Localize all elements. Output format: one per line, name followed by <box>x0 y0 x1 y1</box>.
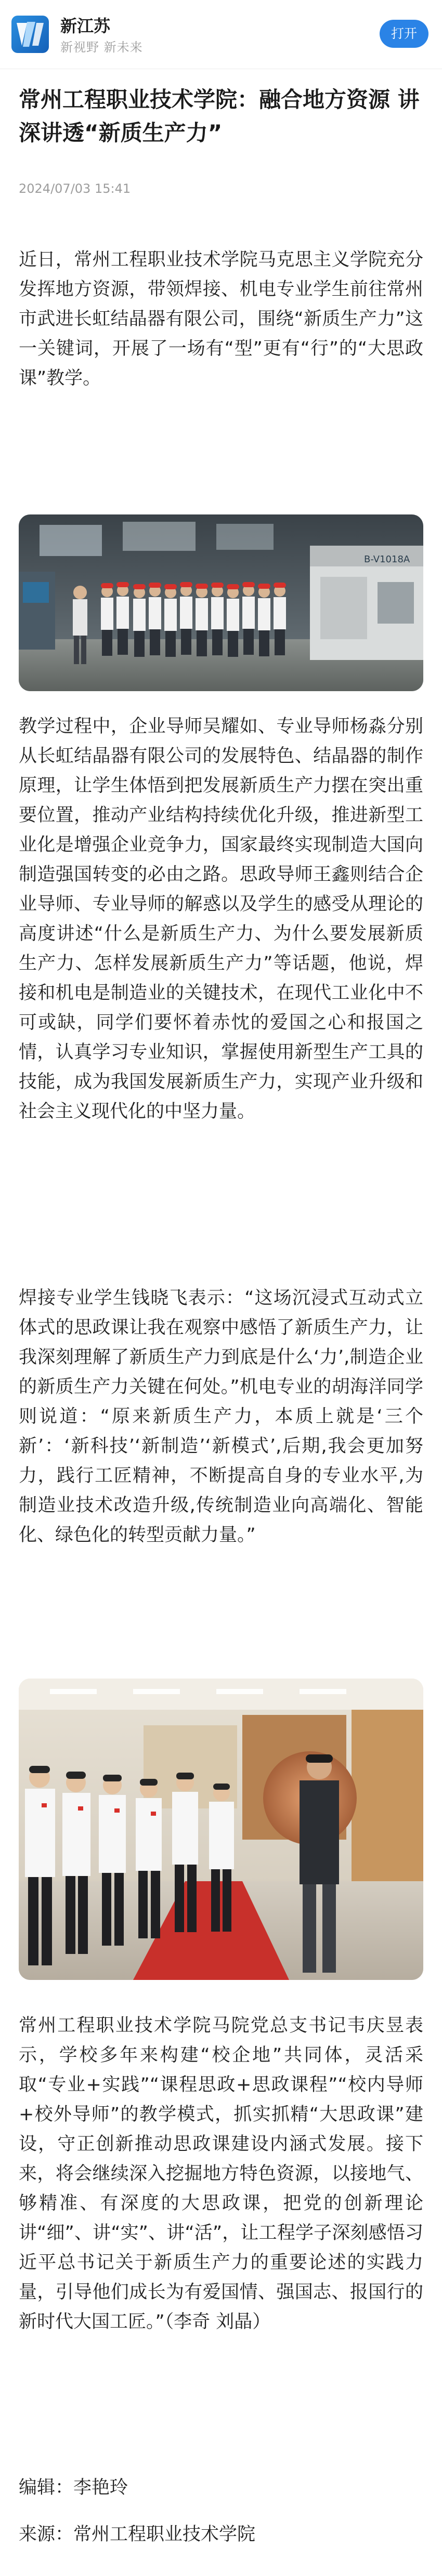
article-paragraph-1: 近日，常州工程职业技术学院马克思主义学院充分发挥地方资源，带领焊接、机电专业学生前往常州市武进长虹结晶器有限公司，围绕“新质生产力”这一关键词，开展了一场有“型”更有“行”的“大思政课”教学。 <box>19 249 423 389</box>
article-title: 常州工程职业技术学院：融合地方资源 讲深讲透“新质生产力” <box>19 87 420 146</box>
exhibition-hall-photo <box>19 1679 423 1980</box>
open-app-button[interactable]: 打开 <box>380 20 428 48</box>
source-credit: 来源：常州工程职业技术学院 <box>19 2524 256 2545</box>
article-paragraph-2: 教学过程中，企业导师吴耀如、专业导师杨淼分别从长虹结晶器有限公司的发展特色、结晶器的制作原理，让学生体悟到把发展新质生产力摆在突出重要位置，推动产业结构持续优化升级，推进新型工业化是增强企业竞争力，国家最终实现制造大国向制造强国转变的必由之路。思政导师王鑫则结合企业导师、专业导师的解惑以及学生的感受从理论的高度讲述“什么是新质生产力、为什么要发展新质生产力、怎样发展新质生产力”等话题，他说，焊接和机电是制造业的关键技术，在现代工业化中不可或缺，同学们要怀着赤忱的爱国之心和报国之情，认真学习专业知识，掌握使用新型生产工具的技能，成为我国发展新质生产力，实现产业升级和社会主义现代化的中坚力量。 <box>19 716 423 1122</box>
article-paragraph-4: 常州工程职业技术学院马院党总支书记韦庆昱表示，学校多年来构建“校企地”共同体，灵活采取“专业+实践”“课程思政+思政课程”“校内导师+校外导师”的教学模式，抓实抓精“大思政课”建设，守正创新推动思政课建设内涵式发展。接下来，将会继续深入挖掘地方特色资源，以接地气、够精准、有深度的大思政课，把党的创新理论讲“细”、讲“实”、讲“活”，让工程学子深刻感悟习近平总书记关于新质生产力的重要论述的实践力量，引导他们成长为有爱国情、强国志、报国行的新时代大国工匠。”（李奇 刘晶） <box>19 2015 423 2332</box>
app-name: 新江苏 <box>60 16 111 36</box>
app-slogan: 新视野 新未来 <box>60 40 143 55</box>
article-paragraph-3: 焊接专业学生钱晓飞表示：“这场沉浸式互动式立体式的思政课让我在观察中感悟了新质生产力，让我深刻理解了新质生产力到底是什么‘力’,制造企业的新质生产力关键在何处。”机电专业的胡海洋同学则说道：“原来新质生产力，本质上就是‘三个新’：‘新科技’‘新制造’‘新模式’,后期,我会更加努力，践行工匠精神，不断提高自身的专业水平,为制造业技术改造升级,传统制造业向高端化、智能化、绿色化的转型贡献力量。” <box>19 1288 423 1545</box>
app-header-bar <box>0 0 442 69</box>
editor-credit: 编辑：李艳玲 <box>19 2477 128 2498</box>
factory-visit-photo <box>19 514 423 691</box>
machine-label: B-V1018A <box>364 554 410 565</box>
xinjiangsu-logo-icon[interactable] <box>11 16 49 53</box>
publish-date: 2024/07/03 15:41 <box>19 181 131 196</box>
